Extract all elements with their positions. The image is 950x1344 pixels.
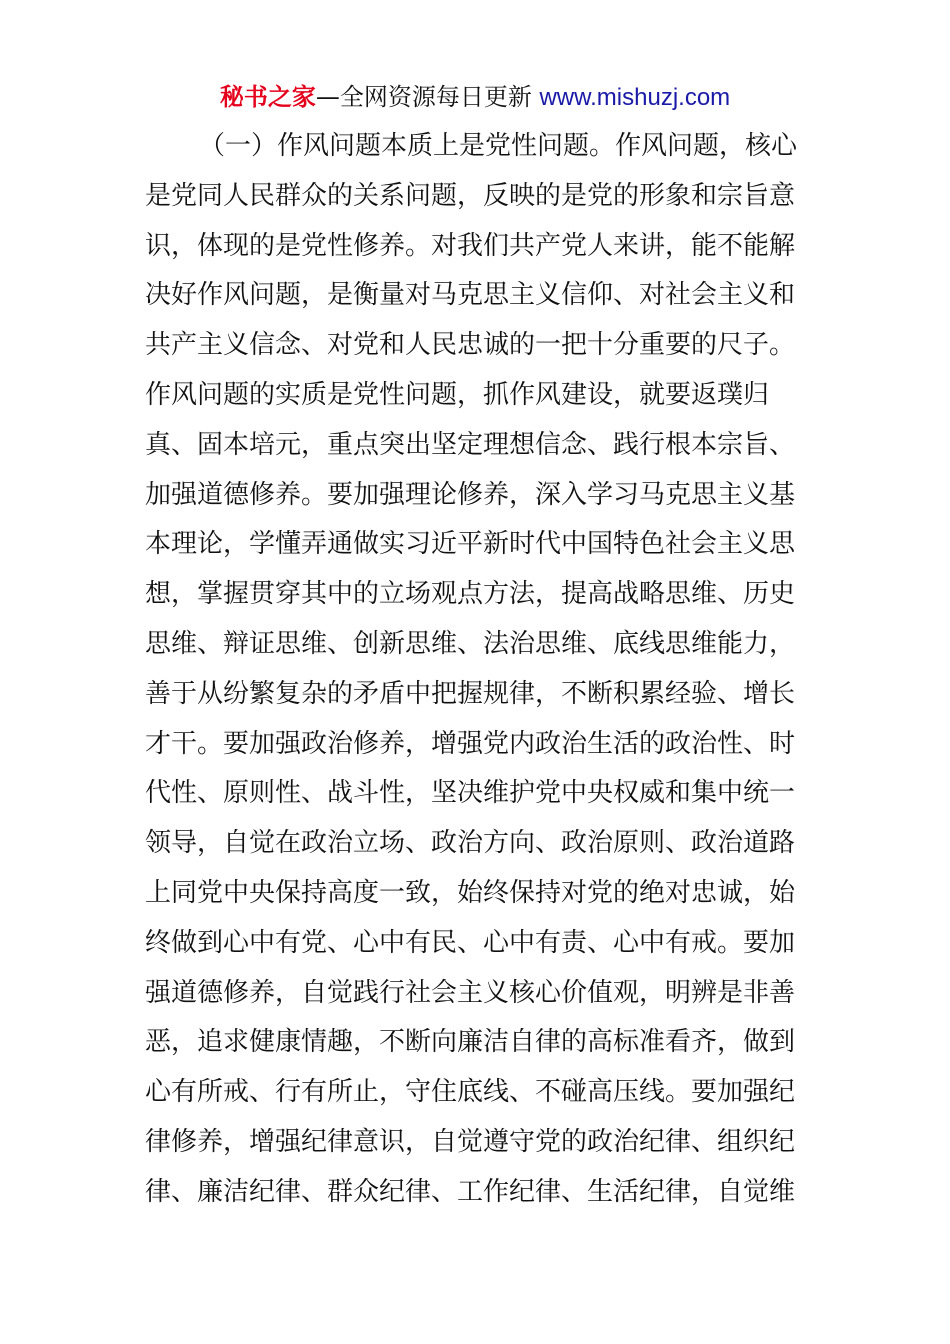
site-url-link[interactable]: www.mishuzj.com <box>539 84 731 111</box>
document-header <box>0 80 950 115</box>
paragraph-line: 决好作风问题，是衡量对马克思主义信仰、对社会主义和 <box>145 280 796 311</box>
paragraph-line: 律、廉洁纪律、群众纪律、工作纪律、生活纪律，自觉维 <box>145 1176 796 1207</box>
paragraph-line: 是党同人民群众的关系问题，反映的是党的形象和宗旨意 <box>145 180 796 211</box>
paragraph-line: 强道德修养，自觉践行社会主义核心价值观，明辨是非善 <box>145 977 796 1008</box>
paragraph-line: 代性、原则性、战斗性，坚决维护党中央权威和集中统一 <box>145 778 796 809</box>
site-brand-name: 秘书之家 <box>219 83 316 111</box>
paragraph-line: 作风问题的实质是党性问题，抓作风建设，就要返璞归 <box>145 379 770 410</box>
paragraph-line: 共产主义信念、对党和人民忠诚的一把十分重要的尺子。 <box>145 330 796 361</box>
paragraph-line: 识，体现的是党性修养。对我们共产党人来讲，能不能解 <box>145 230 796 261</box>
paragraph-line: 律修养，增强纪律意识，自觉遵守党的政治纪律、组织纪 <box>145 1126 796 1157</box>
paragraph-line: 领导，自觉在政治立场、政治方向、政治原则、政治道路 <box>145 828 796 859</box>
paragraph-line: 终做到心中有党、心中有民、心中有责、心中有戒。要加 <box>145 927 796 958</box>
paragraph-line: （一）作风问题本质上是党性问题。作风问题，核心 <box>199 131 798 161</box>
document-body <box>145 122 807 1218</box>
paragraph-line: 心有所戒、行有所止，守住底线、不碰高压线。要加强纪 <box>145 1077 796 1108</box>
paragraph-line: 善于从纷繁复杂的矛盾中把握规律，不断积累经验、增长 <box>145 678 796 709</box>
site-tagline: —全网资源每日更新 <box>315 83 540 111</box>
paragraph-line: 思维、辩证思维、创新思维、法治思维、底线思维能力， <box>145 628 796 659</box>
paragraph-line: 真、固本培元，重点突出坚定理想信念、践行根本宗旨、 <box>145 429 796 460</box>
paragraph-line: 上同党中央保持高度一致，始终保持对党的绝对忠诚，始 <box>145 877 796 908</box>
paragraph-line: 才干。要加强政治修养，增强党内政治生活的政治性、时 <box>145 728 796 759</box>
paragraph-line: 加强道德修养。要加强理论修养，深入学习马克思主义基 <box>145 479 796 510</box>
paragraph-line: 本理论，学懂弄通做实习近平新时代中国特色社会主义思 <box>145 529 796 560</box>
paragraph-line: 恶，追求健康情趣，不断向廉洁自律的高标准看齐，做到 <box>145 1027 796 1058</box>
paragraph-line: 想，掌握贯穿其中的立场观点方法，提高战略思维、历史 <box>145 579 796 610</box>
